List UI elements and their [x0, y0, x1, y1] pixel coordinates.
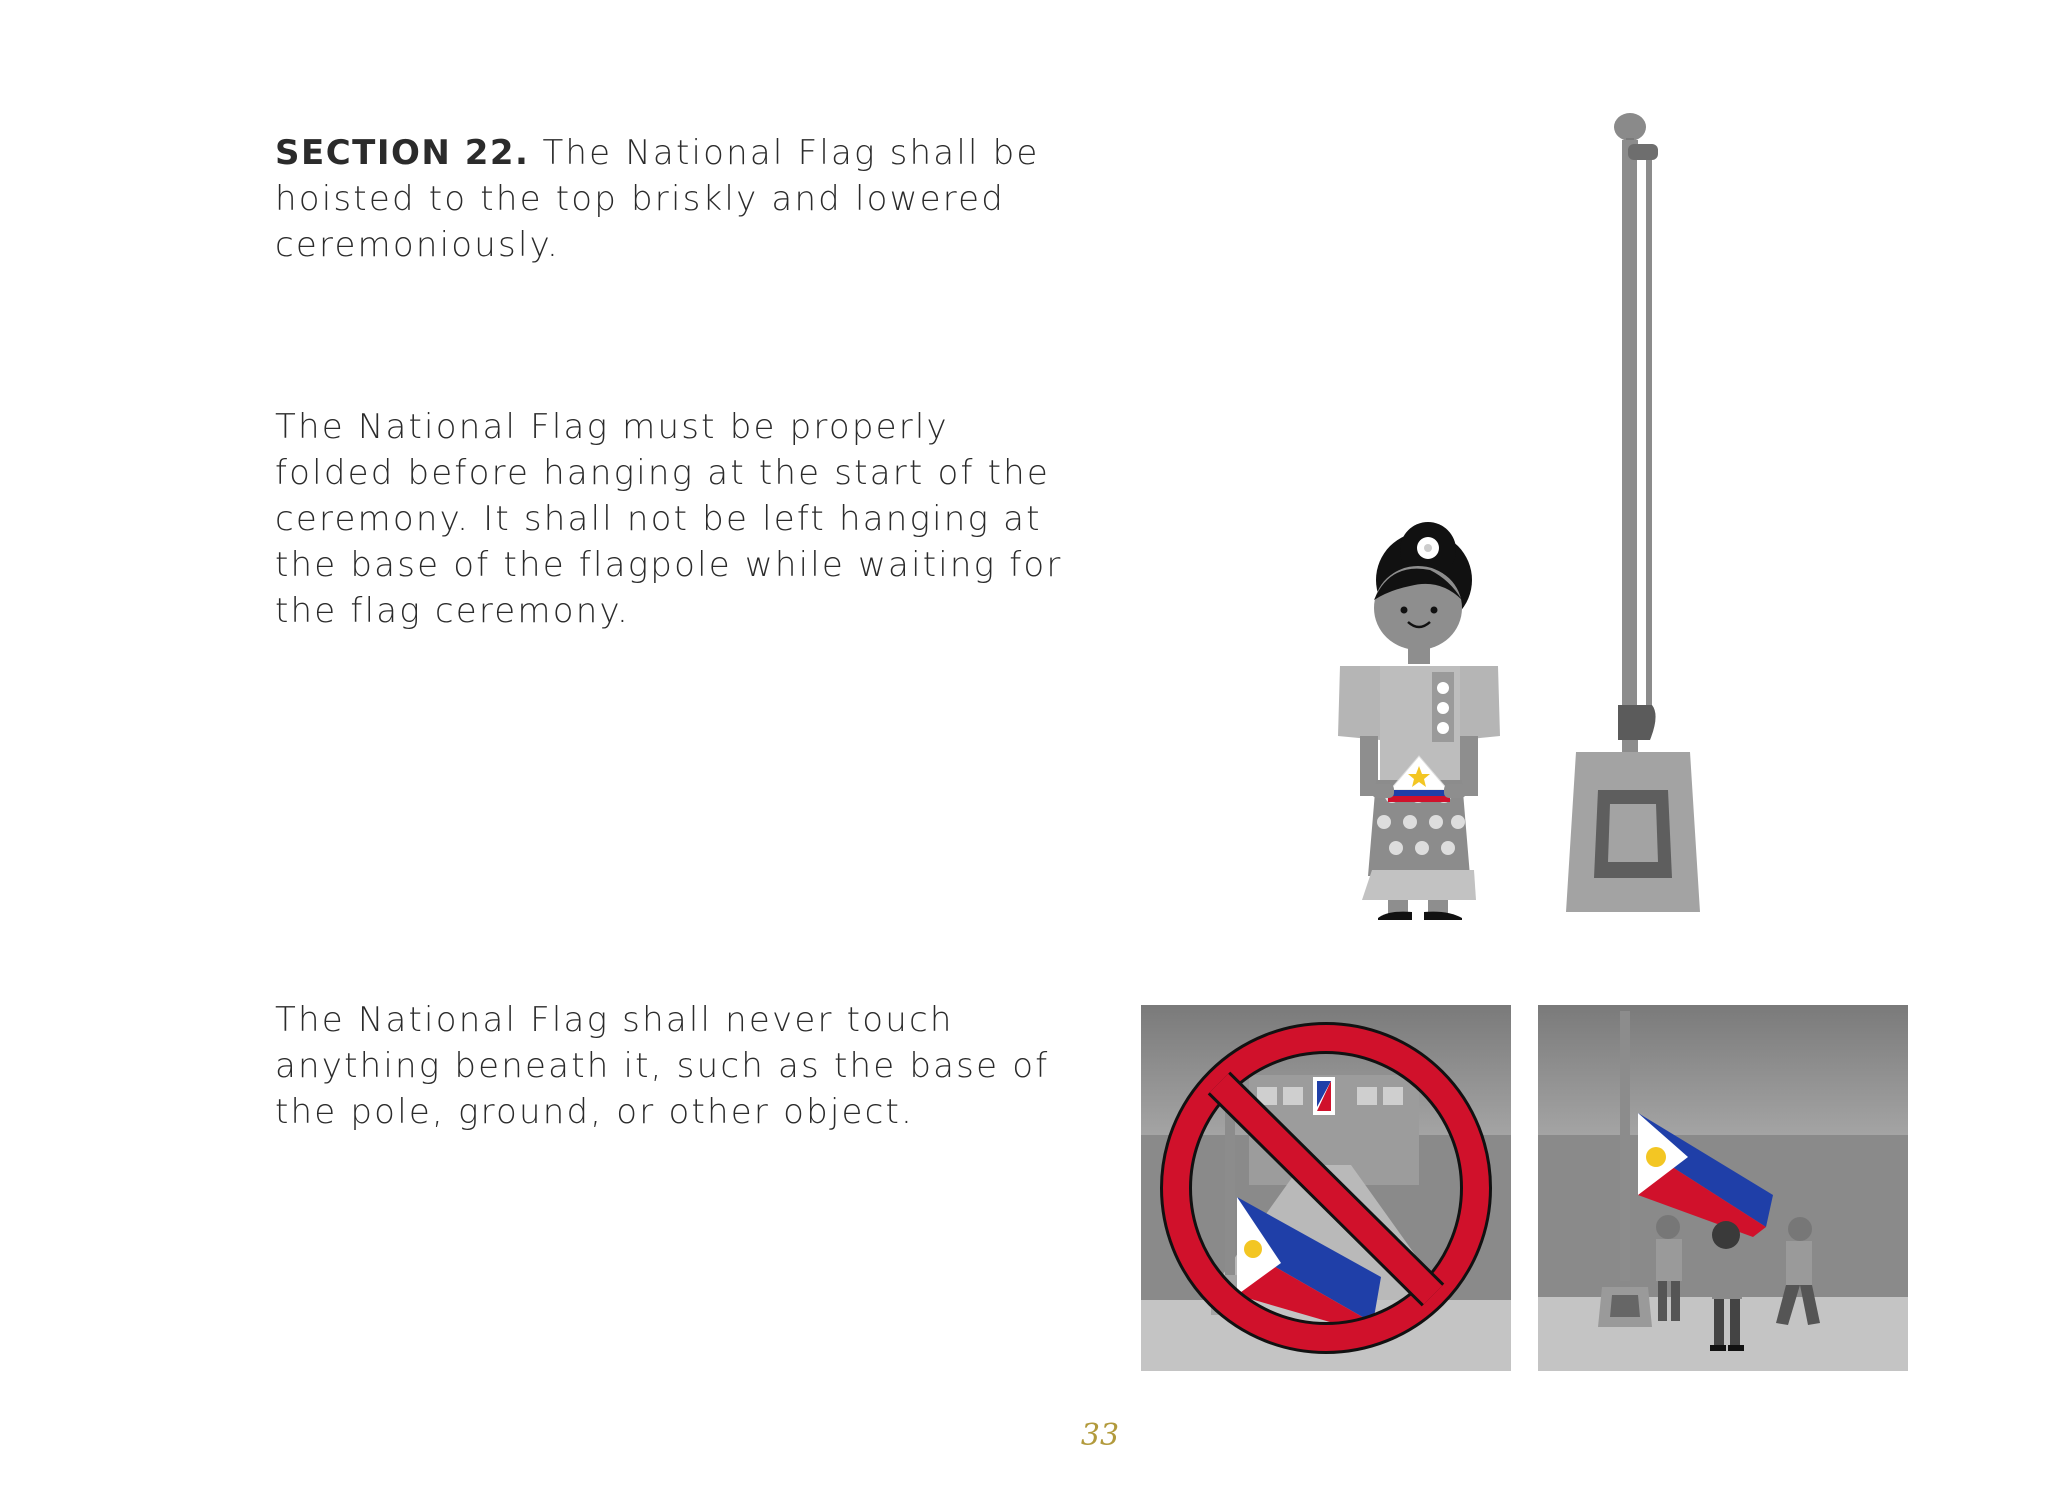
girl-figure	[1338, 522, 1500, 920]
folding-paragraph: The National Flag must be properly folded before hanging at the start of the ceremony. It shall not be left hanging at the base of the flagpole while waiting for the flag ceremony.	[275, 407, 1063, 631]
no-touch-paragraph: The National Flag shall never touch anything beneath it, such as the base of the pole, ground, or other object.	[275, 1000, 1050, 1132]
flag-held-up-correct-illustration	[1538, 1005, 1908, 1371]
section-intro-text: The National Flag shall be hoisted to the top briskly and lowered ceremoniously.	[275, 133, 1040, 265]
girl-with-folded-flag-illustration	[1300, 100, 1760, 920]
page-number: 33	[1080, 1418, 1120, 1453]
section-heading: SECTION 22.	[275, 133, 530, 173]
flagpole	[1566, 113, 1700, 912]
section-22-paragraph	[275, 130, 1075, 268]
flag-touching-base-prohibited-illustration	[1141, 1005, 1511, 1371]
